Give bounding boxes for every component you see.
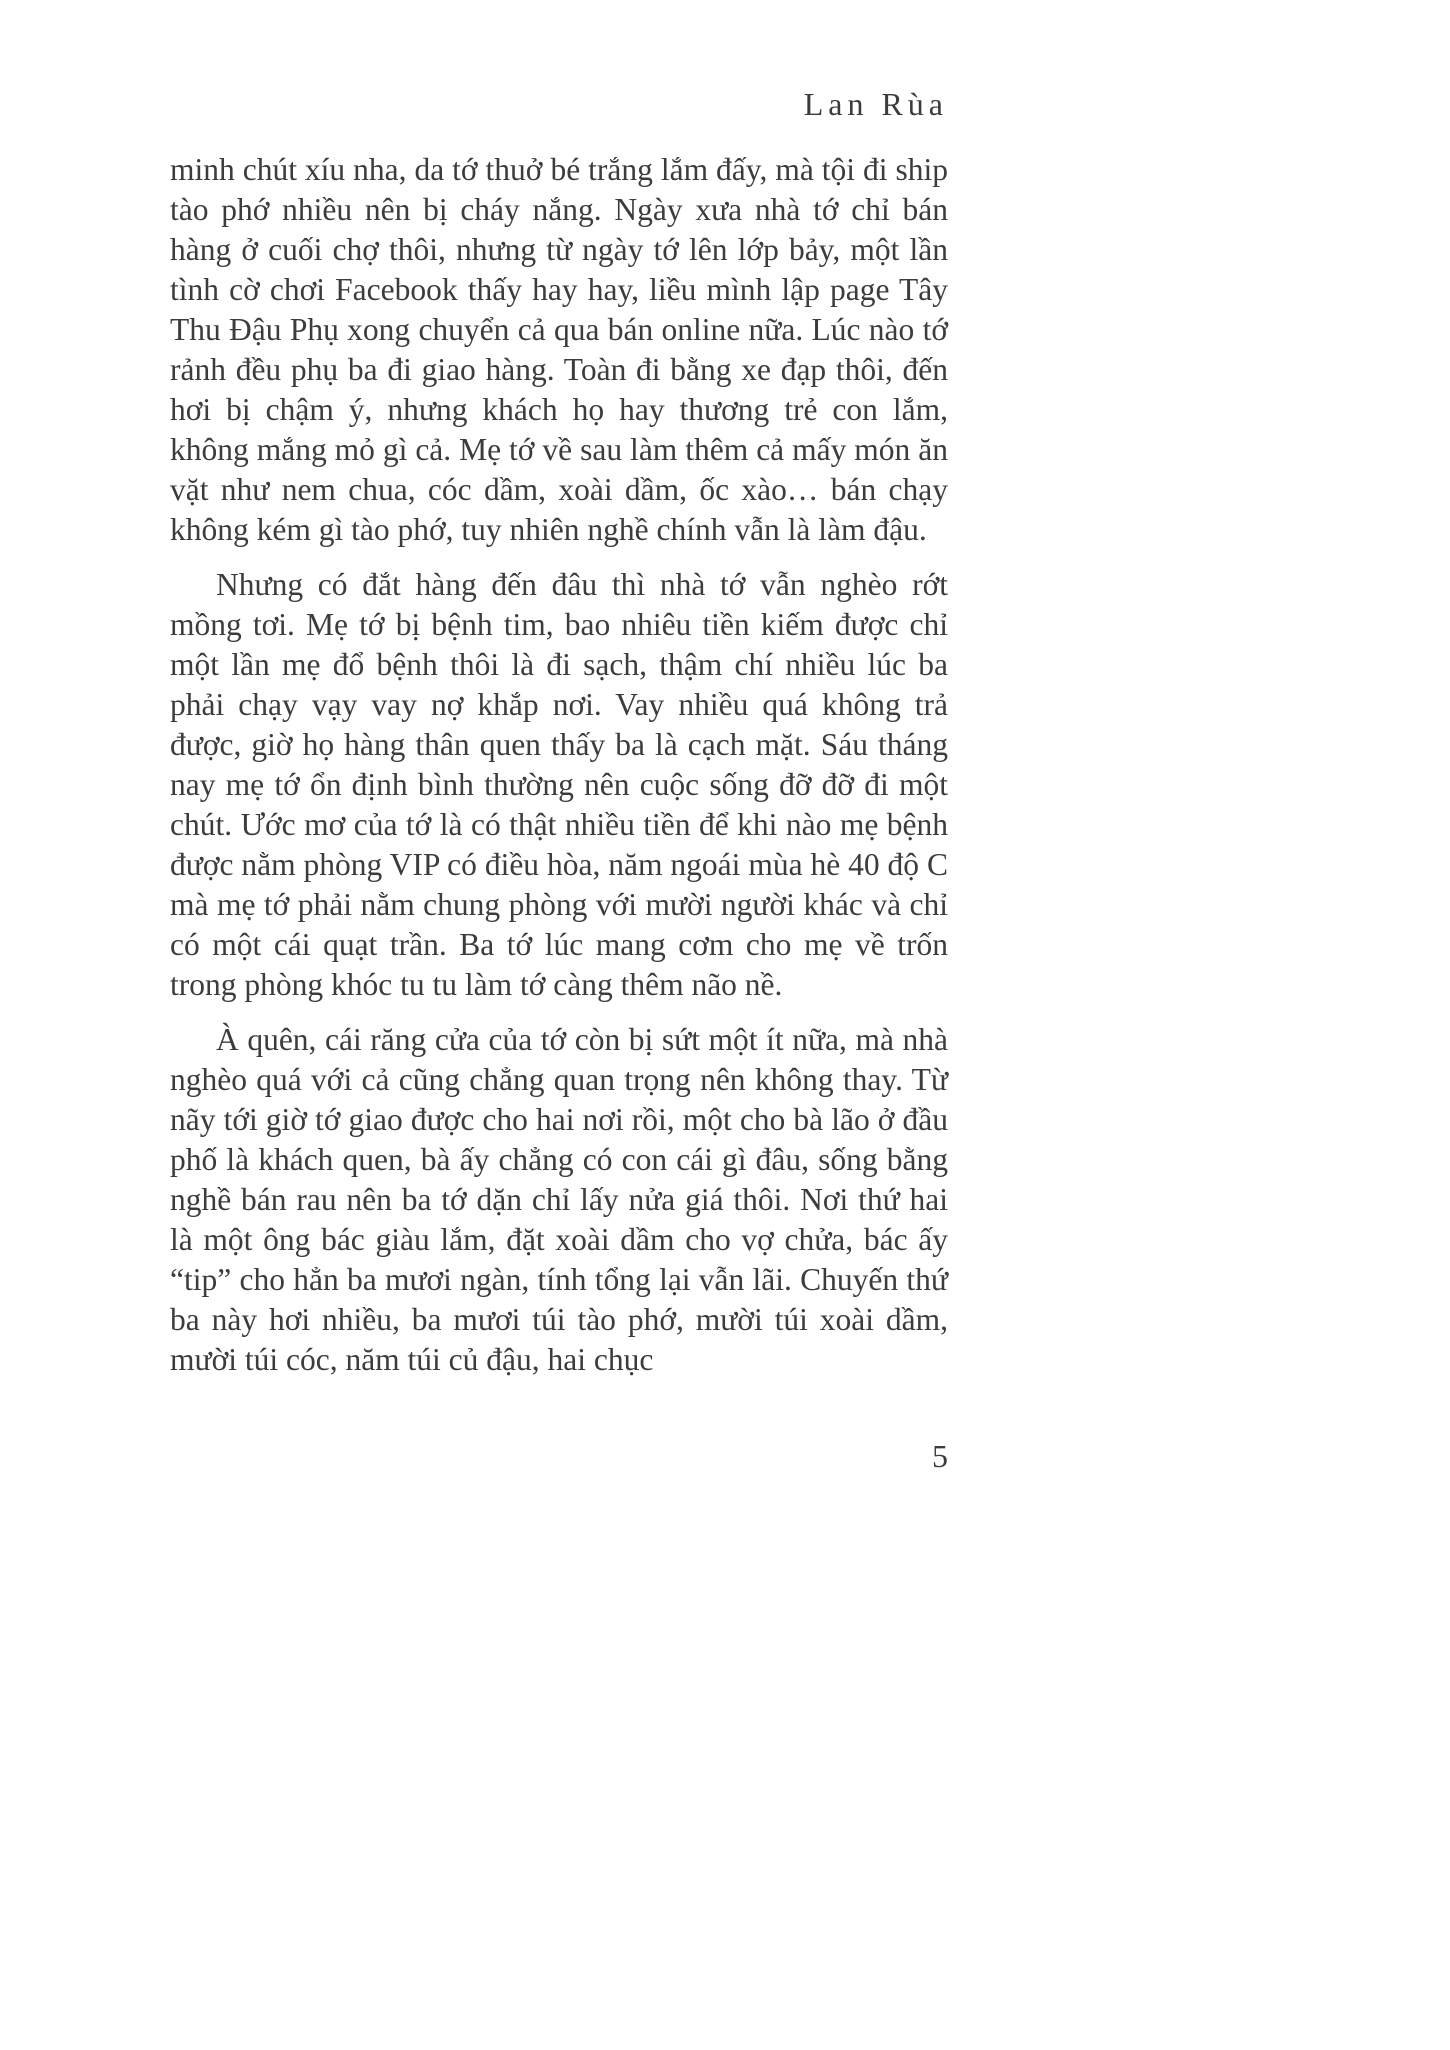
running-header-author: Lan Rùa <box>803 86 948 122</box>
paragraph-continuation: minh chút xíu nha, da tớ thuở bé trắng lắm đấy, mà tội đi ship tào phớ nhiều nên bị cháy nắng. Ngày xưa nhà tớ chỉ bán hàng ở cuối chợ thôi, nhưng từ ngày tớ lên lớp bảy, một lần tình cờ chơi Facebook thấy hay hay, liều mình lập page Tây Thu Đậu Phụ xong chuyển cả qua bán online nữa. Lúc nào tớ rảnh đều phụ ba đi giao hàng. Toàn đi bằng xe đạp thôi, đến hơi bị chậm ý, nhưng khách họ hay thương trẻ con lắm, không mắng mỏ gì cả. Mẹ tớ về sau làm thêm cả mấy món ăn vặt như nem chua, cóc dầm, xoài dầm, ốc xào… bán chạy không kém gì tào phớ, tuy nhiên nghề chính vẫn là làm đậu. <box>170 152 948 547</box>
paragraph: À quên, cái răng cửa của tớ còn bị sứt một ít nữa, mà nhà nghèo quá với cả cũng chẳng quan trọng nên không thay. Từ nãy tới giờ tớ giao được cho hai nơi rồi, một cho bà lão ở đầu phố là khách quen, bà ấy chẳng có con cái gì đâu, sống bằng nghề bán rau nên ba tớ dặn chỉ lấy nửa giá thôi. Nơi thứ hai là một ông bác giàu lắm, đặt xoài dầm cho vợ chửa, bác ấy “tip” cho hẳn ba mươi ngàn, tính tổng lại vẫn lãi. Chuyến thứ ba này hơi nhiều, ba mươi túi tào phớ, mười túi xoài dầm, mười túi cóc, năm túi củ đậu, hai chục <box>170 1022 948 1377</box>
page-number: 5 <box>932 1438 948 1474</box>
paragraph: Nhưng có đắt hàng đến đâu thì nhà tớ vẫn nghèo rớt mồng tơi. Mẹ tớ bị bệnh tim, bao nhiêu tiền kiếm được chỉ một lần mẹ đổ bệnh thôi là đi sạch, thậm chí nhiều lúc ba phải chạy vạy vay nợ khắp nơi. Vay nhiều quá không trả được, giờ họ hàng thân quen thấy ba là cạch mặt. Sáu tháng nay mẹ tớ ổn định bình thường nên cuộc sống đỡ đỡ đi một chút. Ước mơ của tớ là có thật nhiều tiền để khi nào mẹ bệnh được nằm phòng VIP có điều hòa, năm ngoái mùa hè 40 độ C mà mẹ tớ phải nằm chung phòng với mười người khác và chỉ có một cái quạt trần. Ba tớ lúc mang cơm cho mẹ về trốn trong phòng khóc tu tu làm tớ càng thêm não nề. <box>170 567 948 1002</box>
page-body-text <box>170 150 948 1395</box>
